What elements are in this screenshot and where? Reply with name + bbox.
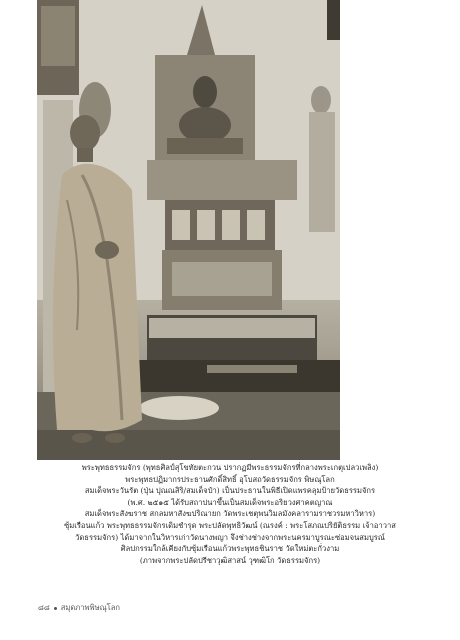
caption-line: ซุ้มเรือนแก้ว พระพุทธธรรมจักรเดิมชำรุด พระปลัดพุทธิวัฒน์ (ณรงค์ : พระโสภณปริยัติธรรม เจ้าอาวาส [64,520,396,530]
caption-line: ศิลปกรรมใกล้เคียงกับซุ้มเรือนแก้วพระพุทธชินราช วัดใหม่ตะกั่วงาม [120,544,340,554]
caption-line: สมเด็จพระวันรัต (ปุ่น ปุณณสิริ/สมเด็จป๋า) เป็นประธานในพิธีเปิดแพรคลุมป้ายวัดธรรมจักร [84,486,376,496]
historical-photo [37,0,340,460]
caption-line: (ภาพจากพระปลัดปรีชาวุฒิสาสน์ วุฑฒิโก วัดธรรมจักร) [139,555,321,565]
caption-line: (พ.ศ. ๒๕๑๕ ได้รับสถาปนาขึ้นเป็นสมเด็จพระอริยวงศาคตญาณ [127,497,333,507]
caption-line: วัดธรรมจักร) ได้มาจากในวิหารเก่าวัดนางพญา จึงช่างช่างจากพระนครมาบูรณะซ่อมจนสมบูรณ์ [75,532,385,542]
caption-line: พระพุทธปฏิมากรประธานศักดิ์สิทธิ์ อุโบสถวัดธรรมจักร พิษณุโลก [125,474,335,484]
page-number: ๘๘ [38,603,50,612]
caption-line: พระพุทธธรรมจักร (พุทธศิลป์สุโขทัยตะกวน ปรากฏมีพระธรรมจักรที่กลางพระเกตุเปลวเพลิง) [81,463,379,472]
bullet-icon [54,607,57,610]
monk-photo-illustration [37,0,340,460]
book-title: สมุดภาพพิษณุโลก [60,603,120,612]
page-footer [38,602,120,614]
caption-line: สมเด็จพระสังฆราช สกลมหาสังฆปริณายก วัดพระเชตุพนวิมลมังคลารามราชวรมหาวิหาร) [84,509,376,519]
photo-caption [30,462,430,566]
